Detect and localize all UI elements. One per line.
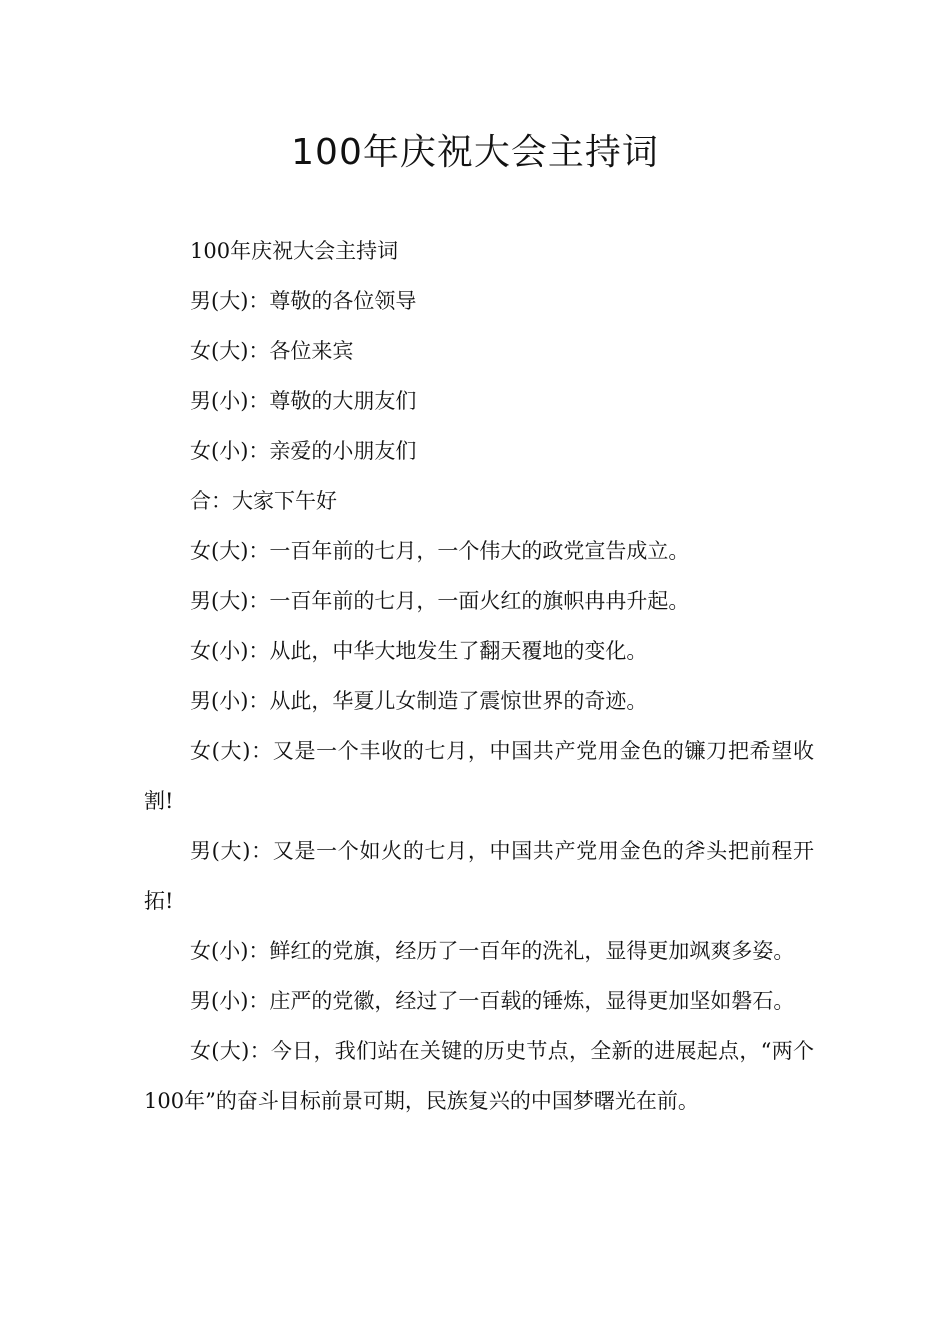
paragraph: 男(大)：尊敬的各位领导 xyxy=(190,289,417,313)
paragraph: 100年庆祝大会主持词 xyxy=(190,239,399,263)
paragraph: 男(小)：庄严的党徽，经过了一百载的锤炼，显得更加坚如磐石。 xyxy=(190,989,795,1013)
paragraph: 女(大)：各位来宾 xyxy=(190,339,354,363)
paragraph: 男(小)：尊敬的大朋友们 xyxy=(190,389,417,413)
paragraph: 女(大)：今日，我们站在关键的历史节点，全新的进展起点，“两个100年”的奋斗目标前景可期，民族复兴的中国梦曙光在前。 xyxy=(144,1039,814,1113)
paragraph: 女(小)：从此，中华大地发生了翻天覆地的变化。 xyxy=(190,639,648,663)
paragraph: 男(小)：从此，华夏儿女制造了震惊世界的奇迹。 xyxy=(190,689,648,713)
paragraph: 女(大)：一百年前的七月，一个伟大的政党宣告成立。 xyxy=(190,539,690,563)
paragraph: 男(大)：一百年前的七月，一面火红的旗帜冉冉升起。 xyxy=(190,589,690,613)
document-body xyxy=(144,226,814,1126)
paragraph: 女(小)：鲜红的党旗，经历了一百年的洗礼，显得更加飒爽多姿。 xyxy=(190,939,795,963)
document-title: 100年庆祝大会主持词 xyxy=(291,132,659,173)
paragraph: 男(大)：又是一个如火的七月，中国共产党用金色的斧头把前程开拓! xyxy=(144,839,814,913)
paragraph: 女(大)：又是一个丰收的七月，中国共产党用金色的镰刀把希望收割! xyxy=(144,739,814,813)
paragraph: 女(小)：亲爱的小朋友们 xyxy=(190,439,417,463)
paragraph: 合：大家下午好 xyxy=(190,489,337,513)
